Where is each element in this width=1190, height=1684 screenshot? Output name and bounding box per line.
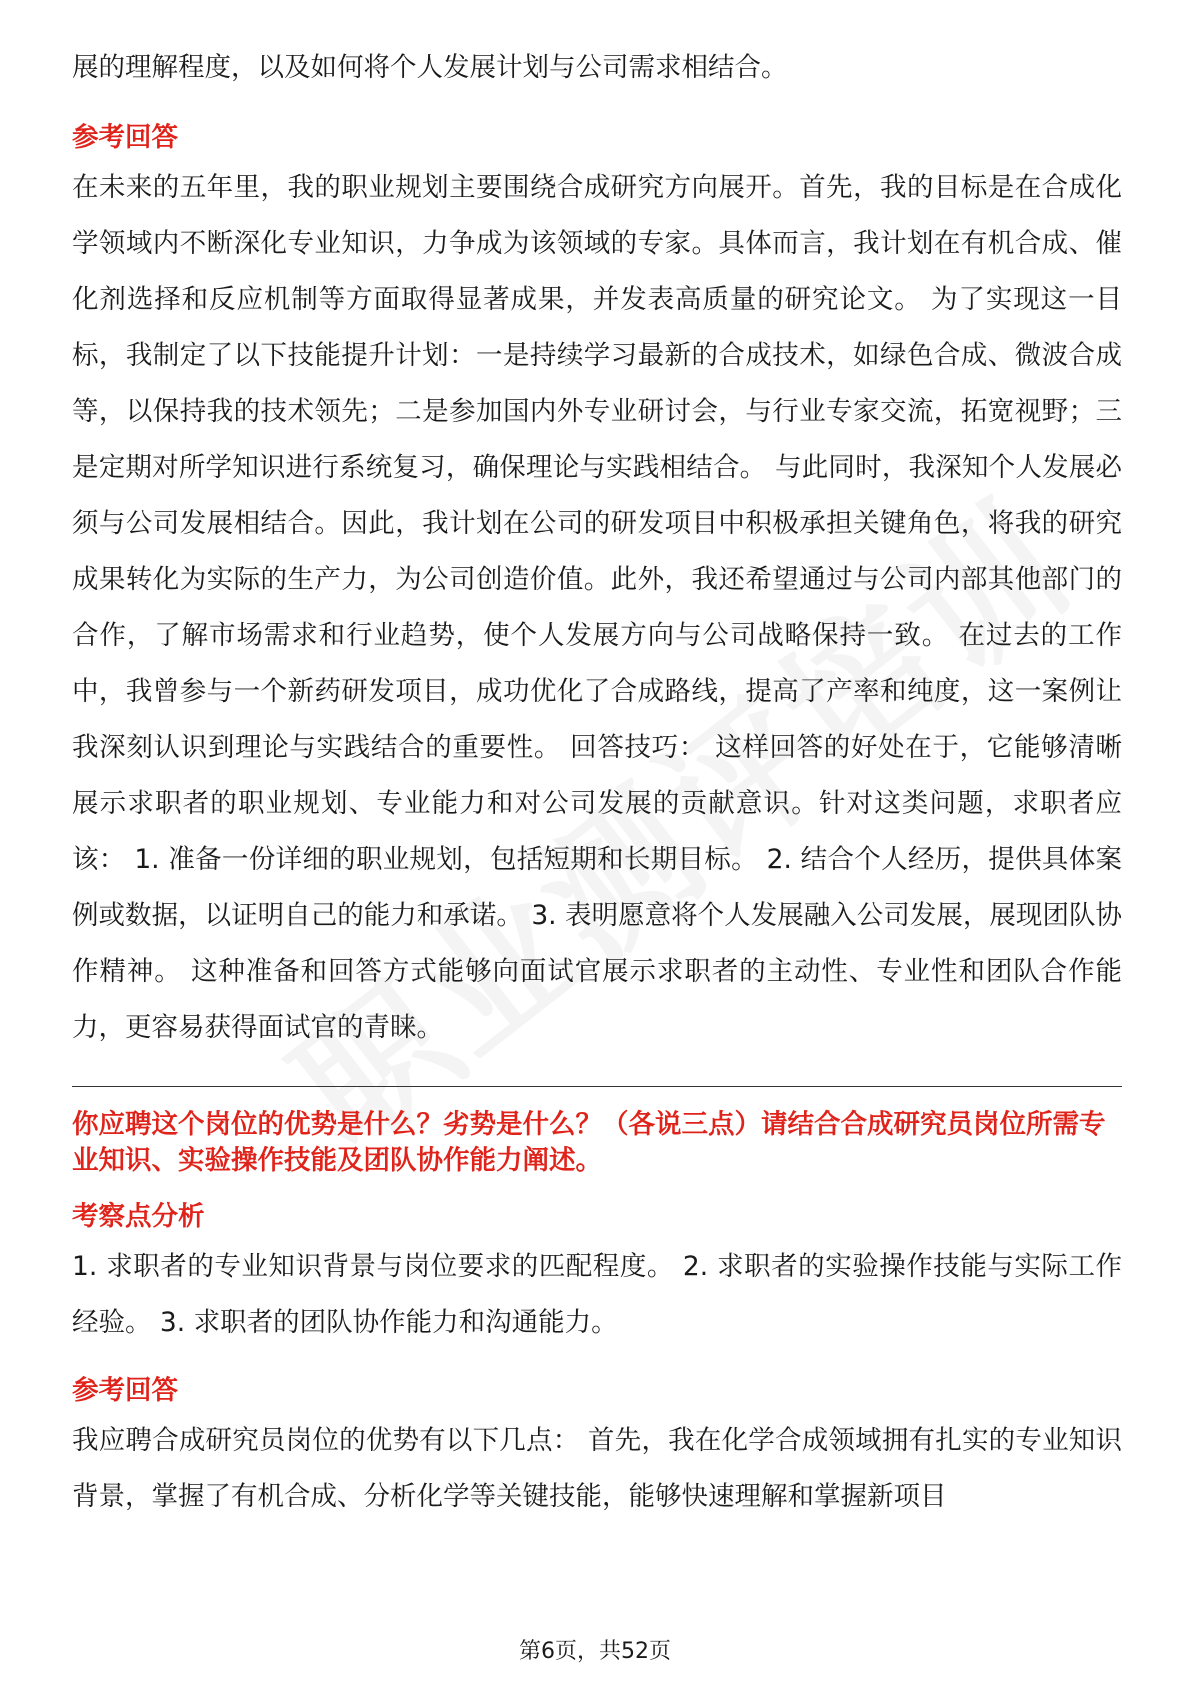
answer-paragraph-2: 我应聘合成研究员岗位的优势有以下几点： 首先，我在化学合成领域拥有扎实的专业知识背景，掌握了有机合成、分析化学等关键技能，能够快速理解和掌握新项目 [72, 1425, 1122, 1512]
answer-label: 参考回答 [72, 122, 178, 153]
analysis-label: 考察点分析 [72, 1201, 205, 1232]
intro-paragraph-tail: 展的理解程度，以及如何将个人发展计划与公司需求相结合。 [72, 52, 788, 83]
answer-paragraph: 在未来的五年里，我的职业规划主要围绕合成研究方向展开。首先，我的目标是在合成化学领域内不断深化专业知识，力争成为该领域的专家。具体而言，我计划在有机合成、催化剂选择和反应机制等方面取得显著成果，并发表高质量的研究论文。 为了实现这一目标，我制定了以下技能提升计划：一是持续学习最新的合成技术，如绿色合成、微波合成等，以保持我的技术领先；二是参加国内外专业研讨会，与行业专家交流，拓宽视野；三是定期对所学知识进行系统复习，确保理论与实践相结合。 与此同时，我深知个人发展必须与公司发展相结合。因此，我计划在公司的研发项目中积极承担关键角色，将我的研究成果转化为实际的生产力，为公司创造价值。此外，我还希望通过与公司内部其他部门的合作，了解市场需求和行业趋势，使个人发展方向与公司战略保持一致。 在过去的工作中，我曾参与一个新药研发项目，成功优化了合成路线，提高了产率和纯度，这一案例让我深刻认识到理论与实践结合的重要性。 回答技巧： 这样回答的好处在于，它能够清晰展示求职者的职业规划、专业能力和对公司发展的贡献意识。针对这类问题，求职者应该： 1. 准备一份详细的职业规划，包括短期和长期目标。 2. 结合个人经历，提供具体案例或数据，以证明自己的能力和承诺。 3. 表明愿意将个人发展融入公司发展，展现团队协作精神。 这种准备和回答方式能够向面试官展示求职者的主动性、专业性和团队合作能力，更容易获得面试官的青睐。 [72, 172, 1122, 1043]
page-number: 第6页，共52页 [519, 1639, 671, 1664]
analysis-paragraph: 1. 求职者的专业知识背景与岗位要求的匹配程度。 2. 求职者的实验操作技能与实际工作经验。 3. 求职者的团队协作能力和沟通能力。 [72, 1251, 1122, 1338]
question-heading: 你应聘这个岗位的优势是什么？劣势是什么？（各说三点）请结合合成研究员岗位所需专业知识、实验操作技能及团队协作能力阐述。 [72, 1109, 1106, 1176]
answer-label-2: 参考回答 [72, 1375, 178, 1406]
document-body [72, 40, 1122, 1525]
section-divider [72, 1086, 1122, 1087]
